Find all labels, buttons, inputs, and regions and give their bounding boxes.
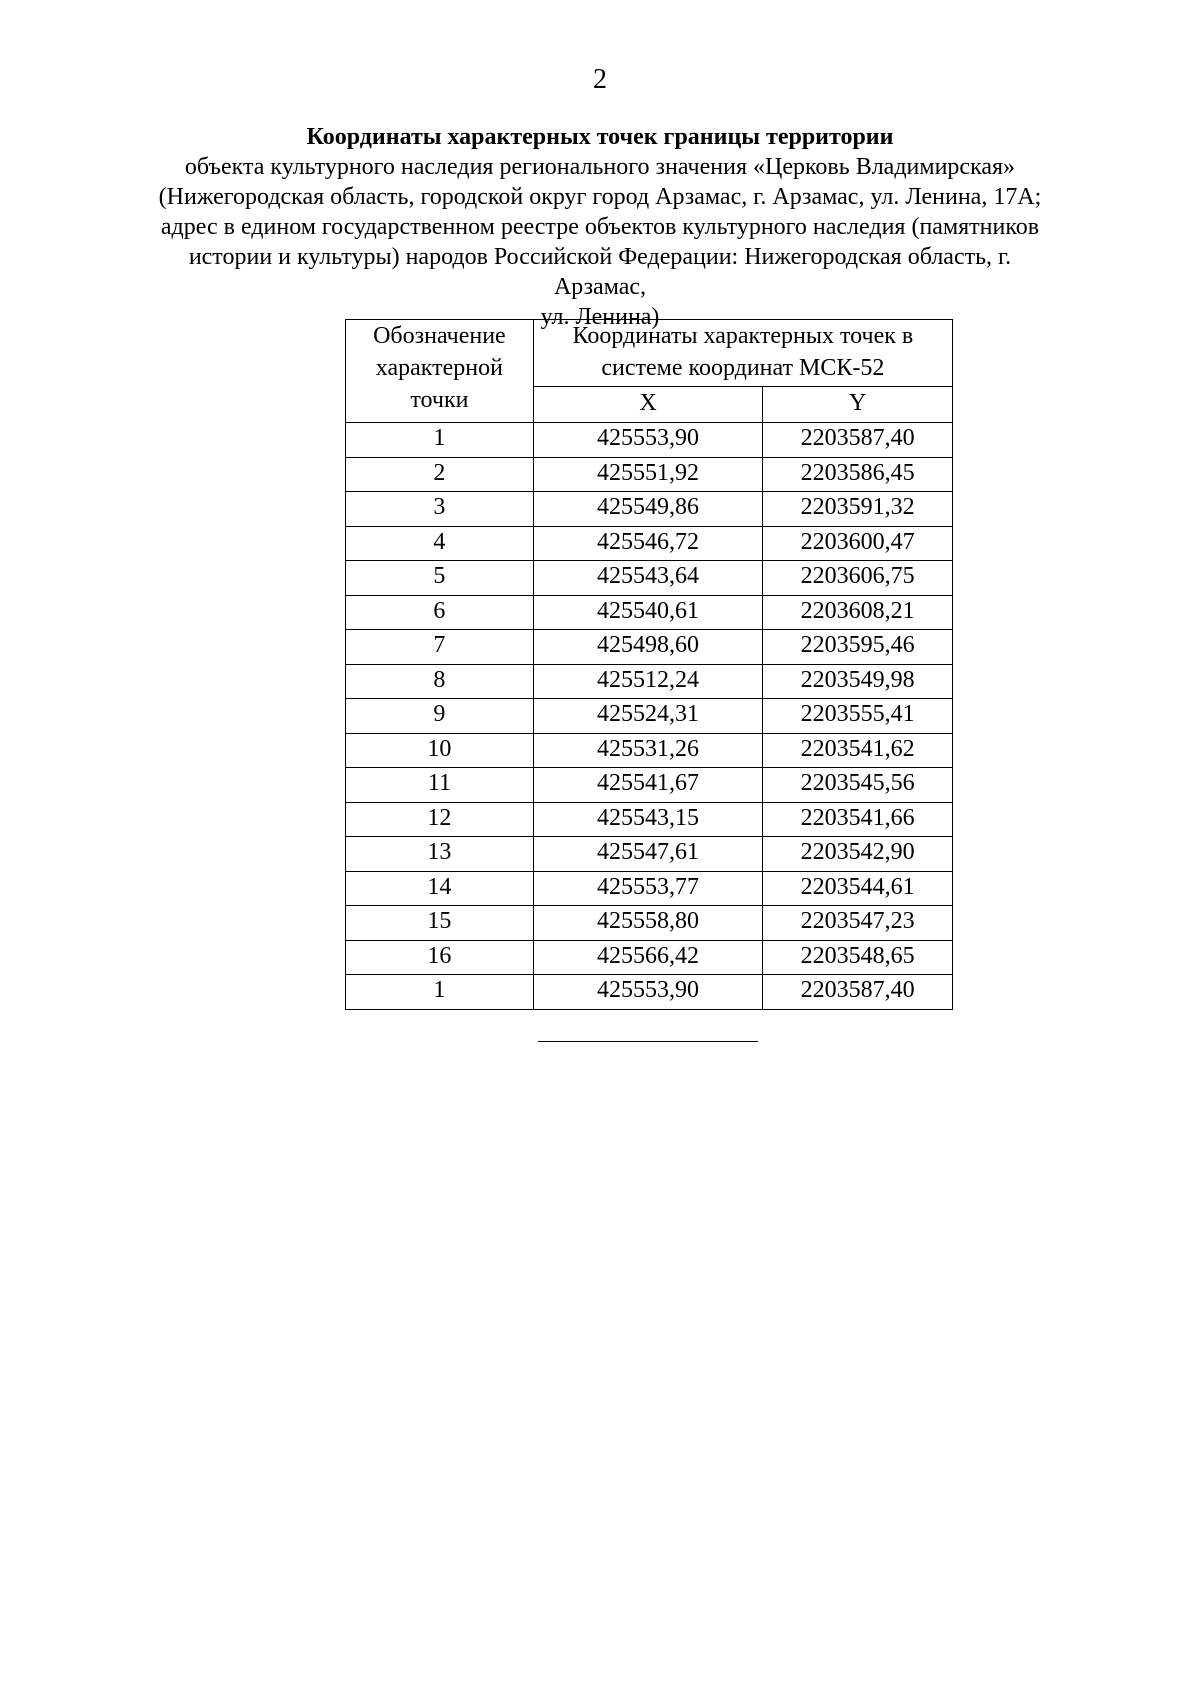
y-coordinate-cell: 2203591,32 [763,492,953,527]
y-coordinate-cell: 2203547,23 [763,906,953,941]
point-number-cell: 16 [346,940,534,975]
coordinates-table [345,319,953,1010]
y-coordinate-cell: 2203545,56 [763,768,953,803]
y-coordinate-cell: 2203587,40 [763,975,953,1010]
table-row [346,975,953,1010]
point-number-cell: 13 [346,837,534,872]
point-number-cell: 1 [346,975,534,1010]
x-coordinate-cell: 425549,86 [533,492,763,527]
table-row [346,561,953,596]
x-coordinate-cell: 425540,61 [533,595,763,630]
table-row [346,768,953,803]
x-coordinate-cell: 425543,64 [533,561,763,596]
x-coordinate-cell: 425546,72 [533,526,763,561]
x-coordinate-cell: 425551,92 [533,457,763,492]
y-coordinate-cell: 2203548,65 [763,940,953,975]
point-number-cell: 12 [346,802,534,837]
x-coordinate-cell: 425524,31 [533,699,763,734]
point-number-cell: 14 [346,871,534,906]
table-row [346,595,953,630]
y-coordinate-cell: 2203541,66 [763,802,953,837]
table-row [346,457,953,492]
header-point-designation: Обозначение характерной точки [346,320,534,423]
y-coordinate-cell: 2203600,47 [763,526,953,561]
table-row [346,906,953,941]
y-coordinate-cell: 2203586,45 [763,457,953,492]
header-coordinates: Координаты характерных точек в системе координат МСК-52 [533,320,952,387]
end-divider [538,1041,758,1042]
x-coordinate-cell: 425566,42 [533,940,763,975]
y-coordinate-cell: 2203542,90 [763,837,953,872]
table-row [346,630,953,665]
point-number-cell: 7 [346,630,534,665]
x-coordinate-cell: 425498,60 [533,630,763,665]
y-coordinate-cell: 2203595,46 [763,630,953,665]
y-coordinate-cell: 2203587,40 [763,423,953,458]
title-line: (Нижегородская область, городской округ город Арзамас, г. Арзамас, ул. Ленина, 17А; [158,184,1042,210]
y-coordinate-cell: 2203608,21 [763,595,953,630]
point-number-cell: 5 [346,561,534,596]
x-coordinate-cell: 425543,15 [533,802,763,837]
point-number-cell: 11 [346,768,534,803]
y-coordinate-cell: 2203544,61 [763,871,953,906]
y-coordinate-cell: 2203549,98 [763,664,953,699]
table-row [346,664,953,699]
y-coordinate-cell: 2203555,41 [763,699,953,734]
title-heading: Координаты характерных точек границы территории [306,124,894,150]
x-coordinate-cell: 425541,67 [533,768,763,803]
y-coordinate-cell: 2203541,62 [763,733,953,768]
x-coordinate-cell: 425553,90 [533,975,763,1010]
x-coordinate-cell: 425553,77 [533,871,763,906]
point-number-cell: 15 [346,906,534,941]
x-coordinate-cell: 425558,80 [533,906,763,941]
point-number-cell: 2 [346,457,534,492]
point-number-cell: 9 [346,699,534,734]
x-coordinate-cell: 425512,24 [533,664,763,699]
table-row [346,940,953,975]
y-coordinate-cell: 2203606,75 [763,561,953,596]
point-number-cell: 1 [346,423,534,458]
x-coordinate-cell: 425531,26 [533,733,763,768]
table-row [346,802,953,837]
table-row [346,699,953,734]
table-row [346,871,953,906]
table-row [346,837,953,872]
x-coordinate-cell: 425553,90 [533,423,763,458]
title-line: ул. Ленина) [540,304,660,330]
point-number-cell: 10 [346,733,534,768]
header-x: X [533,387,763,423]
page-number: 2 [593,64,607,95]
header-y: Y [763,387,953,423]
title-line: истории и культуры) народов Российской Федерации: Нижегородская область, г. Арзамас, [188,244,1012,300]
x-coordinate-cell: 425547,61 [533,837,763,872]
table-row [346,733,953,768]
title-line: адрес в едином государственном реестре объектов культурного наследия (памятников [160,214,1040,240]
point-number-cell: 6 [346,595,534,630]
document-title [150,122,1050,332]
point-number-cell: 8 [346,664,534,699]
table-row [346,526,953,561]
title-line: объекта культурного наследия регионального значения «Церковь Владимирская» [184,154,1016,180]
point-number-cell: 3 [346,492,534,527]
point-number-cell: 4 [346,526,534,561]
table-body [346,423,953,1010]
table-row [346,423,953,458]
table-row [346,492,953,527]
